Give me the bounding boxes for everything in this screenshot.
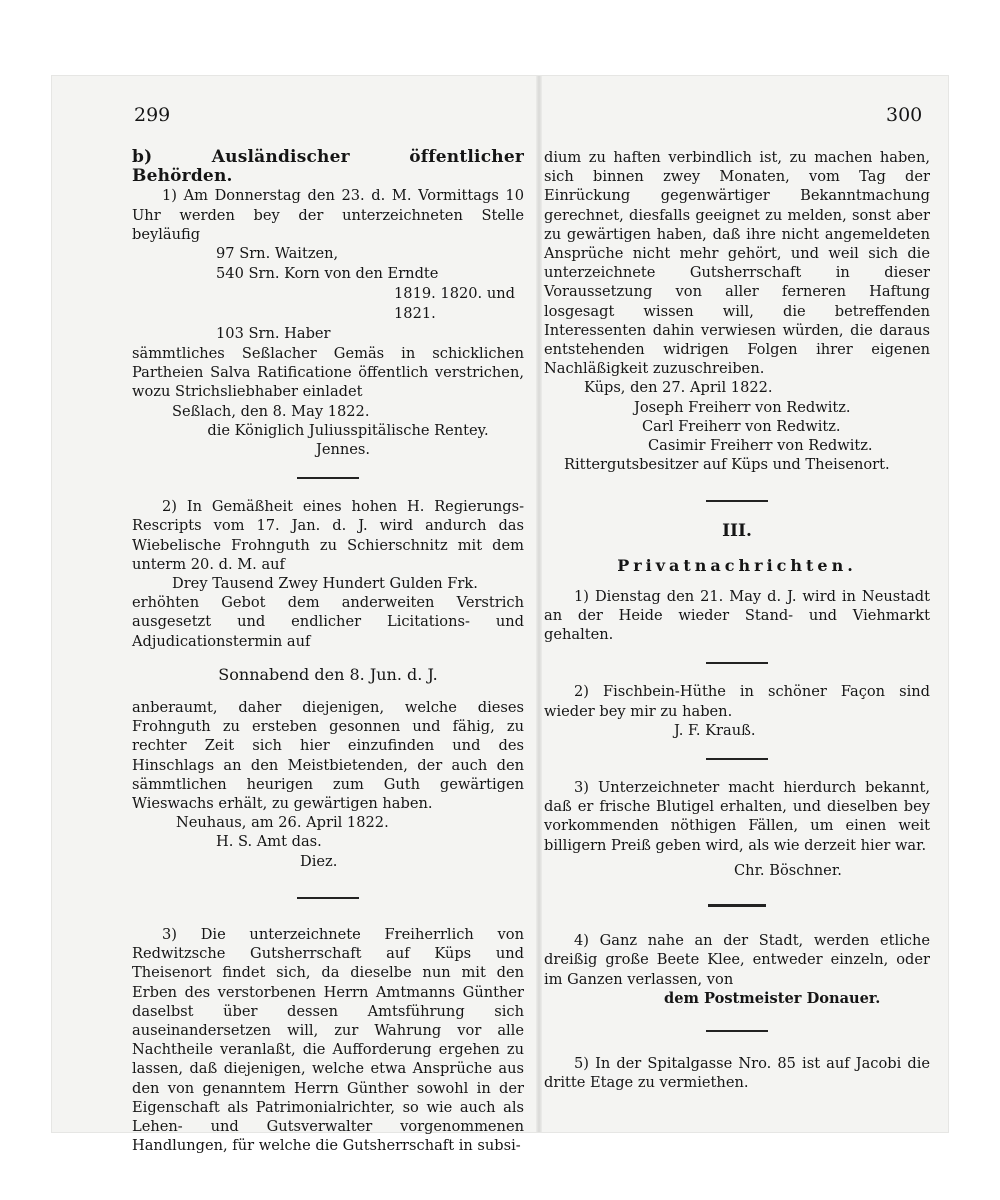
divider: [706, 1030, 768, 1032]
divider: [297, 897, 359, 899]
notice-2-intro: 2) In Gemäßheit eines hohen H. Regierungs-Rescripts vom 17. Jan. d. J. wird andurch das Wiebelische Frohnguth zu Schierschnitz mit dem unterm 20. d. M. auf: [132, 498, 524, 573]
divider: [706, 662, 768, 664]
divider: [706, 500, 768, 502]
goods-years: 1819. 1820. und 1821.: [394, 285, 515, 323]
private-notice-3: 3) Unterzeichneter macht hierdurch bekannt, daß er frische Blutigel erhalten, und dieselben bey vorkommenden nöthigen Fällen, um einen weit billigern Preiß geben wird, als wie derzeit hier war.: [544, 779, 930, 854]
private-notice-4: 4) Ganz nahe an der Stadt, werden etliche dreißig große Beete Klee, entweder einzeln, oder im Ganzen verlassen, von: [544, 932, 930, 988]
notice-3-continuation: dium zu haften verbindlich ist, zu machen haben, sich binnen zwey Monaten, vom Tag der Einrückung gegenwärtiger Bekanntmachung gerechnet, diesfalls geeignet zu melden, sonst aber zu gewärtigen haben, daß ihre nicht angemeldeten Ansprüche nicht mehr gehört, und weil sich die unterzeichnete Gutsherrschaft in dieser Voraussetzung von aller ferneren Haftung losgesagt wissen will, die betreffenden Interessenten dahin verwiesen würden, die daraus entstehenden widrigen Folgen ihrer eigenen Nachläßigkeit zuzuschreiben.: [544, 149, 930, 378]
notice-3-body: 3) Die unterzeichnete Freiherrlich von Redwitzsche Gutsherrschaft auf Küps und Theisenort findet sich, da dieselbe nun mit den Erben des verstorbenen Herrn Amtmanns Günther daselbst über dessen Amtsführung sich auseinandersetzen will, zur Wahrung vor alle Nachtheile veranlaßt, die Aufforderung ergehen zu lassen, daß diejenigen, welche etwa Ansprüche aus den von genanntem Herrn Günther sowohl in der Eigenschaft als Patrimonialrichter, so wie auch als Lehen- und Gutsverwalter vorgenommenen Handlungen, für welche die Gutsherrschaft in subsi-: [132, 925, 524, 1155]
page-gutter: [536, 76, 542, 1132]
private-notice-4-signature: dem Postmeister Donauer.: [664, 989, 881, 1007]
notice-2-office: H. S. Amt das.: [216, 833, 322, 851]
notice-2-body: erhöhten Gebot dem anderweiten Verstrich ausgesetzt und endlicher Licitations- und Adjudicationstermin auf: [132, 594, 524, 650]
notice-2-place-date: Neuhaus, am 26. April 1822.: [176, 814, 389, 832]
notice-1-authority: die Königlich Juliusspitälische Rentey.: [207, 421, 489, 439]
notice-1-signature: Jennes.: [315, 441, 371, 459]
goods-line-rye: 540 Srn. Korn von den Erndte: [216, 265, 439, 283]
notice-2-amount: Drey Tausend Zwey Hundert Gulden Frk.: [172, 575, 478, 593]
divider: [708, 904, 766, 907]
notice-2-date: Sonnabend den 8. Jun. d. J.: [218, 664, 438, 684]
divider: [297, 477, 359, 479]
section-heading: b) Ausländischer öffentlicher Behörden.: [132, 147, 524, 187]
private-notice-5: 5) In der Spitalgasse Nro. 85 ist auf Jacobi die dritte Etage zu vermiethen.: [544, 1054, 930, 1092]
divider: [706, 758, 768, 760]
notice-1-body: sämmtliches Seßlacher Gemäs in schicklichen Partheien Salva Ratificatione öffentlich verstrichen, wozu Strichsliebhaber einladet: [132, 345, 524, 401]
right-column: [544, 148, 930, 1092]
section-number: III.: [722, 521, 752, 542]
goods-line-wheat: 97 Srn. Waitzen,: [216, 245, 339, 263]
notice-3-place-date: Küps, den 27. April 1822.: [584, 379, 773, 397]
page-number-right: 300: [886, 104, 923, 126]
private-notice-2-signature: J. F. Krauß.: [674, 721, 756, 739]
left-column: [132, 148, 524, 1155]
notice-2-signature: Diez.: [300, 852, 338, 870]
private-notice-1: 1) Dienstag den 21. May d. J. wird in Neustadt an der Heide wieder Stand- und Viehmarkt gehalten.: [544, 587, 930, 644]
signer-3: Casimir Freiherr von Redwitz.: [648, 437, 873, 455]
signer-title: Rittergutsbesitzer auf Küps und Theisenort.: [564, 456, 890, 474]
notice-1-intro: 1) Am Donnerstag den 23. d. M. Vormittags 10 Uhr werden bey der unterzeichneten Stelle beyläufig: [132, 187, 524, 243]
private-notice-3-signature: Chr. Böschner.: [734, 861, 842, 879]
notice-1-goods: [132, 244, 524, 344]
notice-1-place-date: Seßlach, den 8. May 1822.: [172, 402, 370, 420]
goods-line-oats: 103 Srn. Haber: [216, 325, 331, 343]
signer-1: Joseph Freiherr von Redwitz.: [634, 398, 851, 416]
notice-2-body2: anberaumt, daher diejenigen, welche dieses Frohnguth zu ersteben gesonnen und fähig, zu rechter Zeit sich hier einzufinden und des Hinschlags an den Meistbietenden, der auch den sämmtlichen heurigen zum Guth gewärtigen Wieswachs erhält, zu gewärtigen haben.: [132, 699, 524, 813]
signer-2: Carl Freiherr von Redwitz.: [642, 417, 841, 435]
private-notice-2: 2) Fischbein-Hüthe in schöner Façon sind wieder bey mir zu haben.: [544, 683, 930, 720]
section-title: Privatnachrichten.: [617, 555, 857, 575]
page-number-left: 299: [134, 104, 171, 126]
